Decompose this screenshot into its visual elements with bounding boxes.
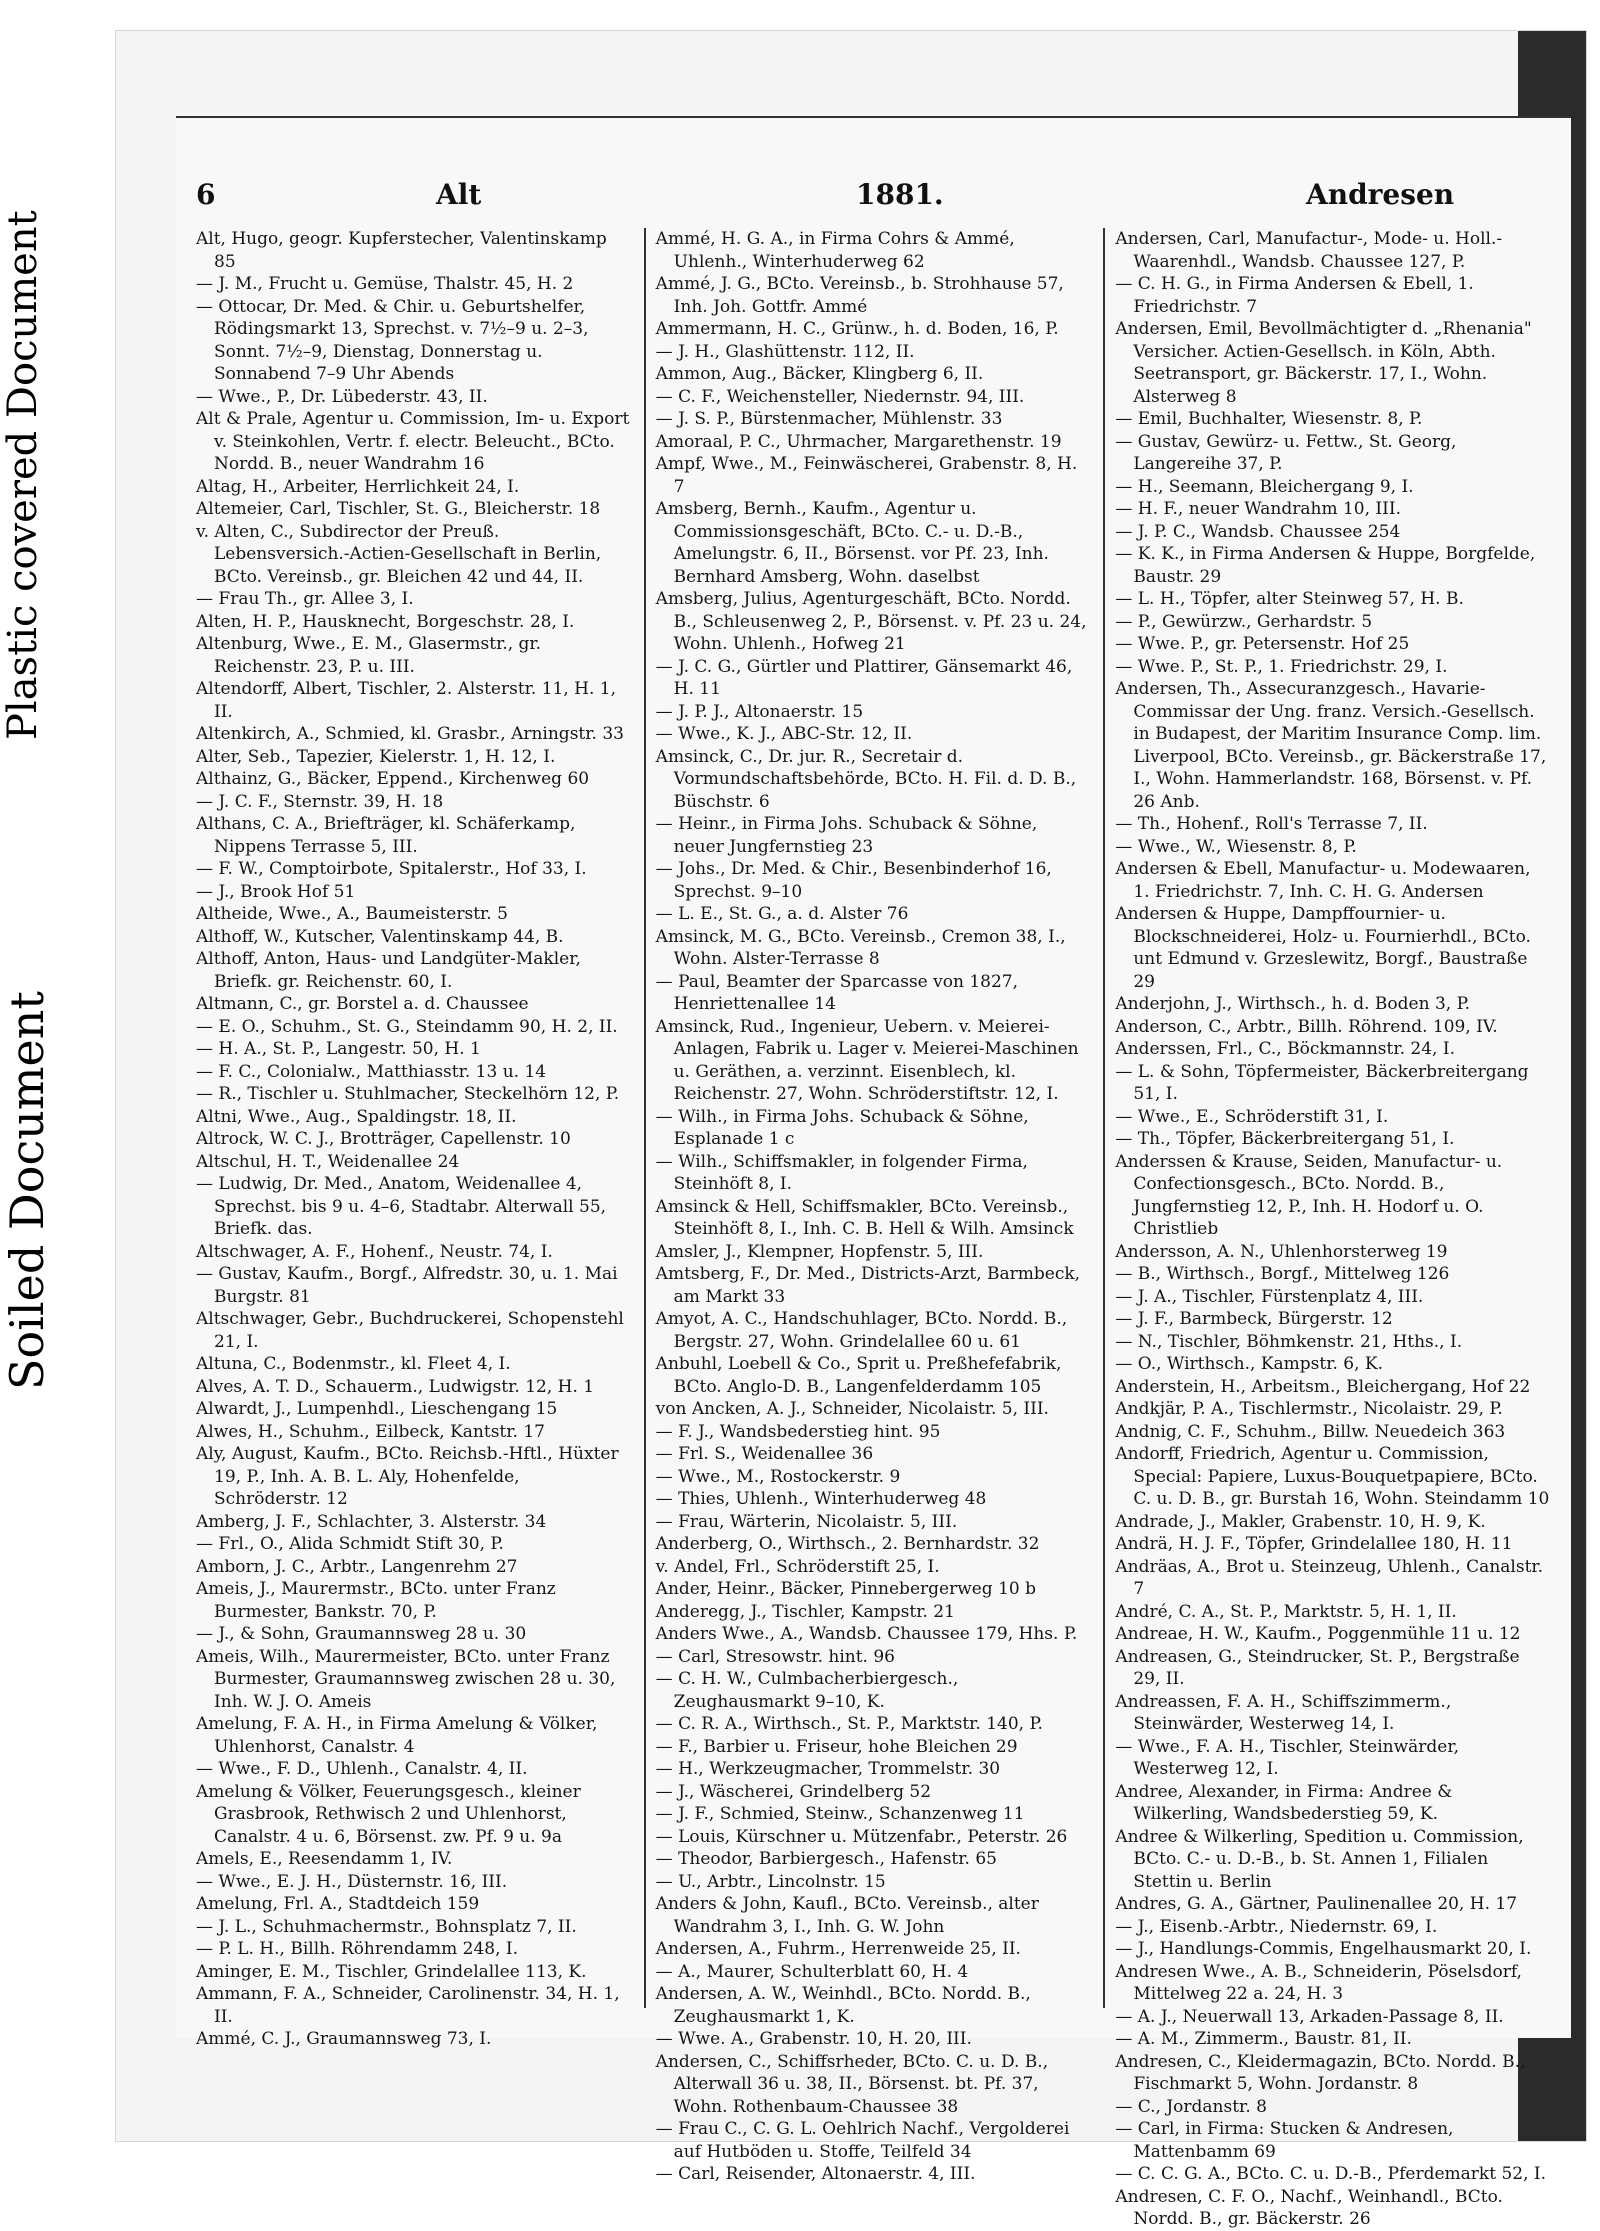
directory-entry: Andersen, C., Schiffsrheder, BCto. C. u. D. B., Alterwall 36 u. 38, II., Börsenst. bt. Pf. 37, Wohn. Rothenbaum-Chaussee 38 [655,2051,1049,2117]
directory-entry: — Frau Th., gr. Allee 3, I. [196,589,414,609]
directory-entry: Anbuhl, Loebell & Co., Sprit u. Preßhefefabrik, BCto. Anglo-D. B., Langenfelderdamm 105 [655,1354,1062,1397]
directory-entry: — L. & Sohn, Töpfermeister, Bäckerbreitergang 51, I. [1115,1061,1529,1104]
directory-entry: Andersen, A. W., Weinhdl., BCto. Nordd. B., Zeughausmarkt 1, K. [655,1984,1031,2027]
directory-entry: — A. M., Zimmerm., Baustr. 81, II. [1115,2029,1412,2049]
directory-entry: — B., Wirthsch., Borgf., Mittelweg 126 [1115,1264,1450,1284]
directory-entry: Alt & Prale, Agentur u. Commission, Im- u. Export v. Steinkohlen, Vertr. f. electr. Beleucht., BCto. Nordd. B., neuer Wandrahm 16 [196,409,630,474]
directory-entry: — J. P. J., Altonaerstr. 15 [655,701,864,722]
scanned-page [115,30,1587,2229]
directory-entry: Aminger, E. M., Tischler, Grindelallee 113, K. [196,1961,587,1982]
directory-entry: v. Alten, C., Subdirector der Preuß. Lebensversich.-Actien-Gesellschaft in Berlin, BCto. Vereinsb., gr. Bleichen 42 und 44, II. [196,521,602,587]
directory-entry: — J., Brook Hof 51 [196,881,356,902]
header-right-word: Andresen [1306,178,1455,211]
directory-entry: — Frl., O., Alida Schmidt Stift 30, P. [196,1534,504,1554]
directory-entry: — F. W., Comptoirbote, Spitalerstr., Hof 33, I. [196,859,587,879]
directory-entry: Amborn, J. C., Arbtr., Langenrehm 27 [196,1556,518,1577]
directory-entry: — Wwe., K. J., ABC-Str. 12, II. [655,724,913,744]
directory-entry: — H. F., neuer Wandrahm 10, III. [1115,499,1401,519]
directory-entry: — J. P. C., Wandsb. Chaussee 254 [1115,521,1401,542]
directory-entry: — Frl. S., Weidenallee 36 [655,1444,874,1464]
directory-entry: Andree & Wilkerling, Spedition u. Commission, BCto. C.- u. D.-B., b. St. Annen 1, Filialen Stettin u. Berlin [1115,1826,1524,1892]
directory-entry: Anders & John, Kaufl., BCto. Vereinsb., alter Wandrahm 3, I., Inh. G. W. John [655,1894,1039,1937]
directory-entry: Andersson, A. N., Uhlenhorsterweg 19 [1115,1241,1448,1262]
directory-entry: — H., Werkzeugmacher, Trommelstr. 30 [655,1759,1001,1779]
directory-entry: — Wwe., E. J. H., Düsternstr. 16, III. [196,1871,508,1892]
directory-entry: Andkjär, P. A., Tischlermstr., Nicolaistr. 29, P. [1115,1399,1503,1419]
directory-entry: Amyot, A. C., Handschuhlager, BCto. Nordd. B., Bergstr. 27, Wohn. Grindelallee 60 u. 61 [655,1309,1068,1352]
directory-entry: Anderjohn, J., Wirthsch., h. d. Boden 3, P. [1115,994,1470,1014]
directory-entry: Altrock, W. C. J., Brotträger, Capellenstr. 10 [196,1129,571,1149]
directory-entry: Altendorff, Albert, Tischler, 2. Alsterstr. 11, H. 1, II. [196,679,617,722]
directory-entry: Anderssen, Frl., C., Böckmannstr. 24, I. [1115,1039,1455,1059]
directory-entry: — Wwe., F. D., Uhlenh., Canalstr. 4, II. [196,1759,528,1779]
directory-entry: Altemeier, Carl, Tischler, St. G., Bleicherstr. 18 [196,499,601,519]
directory-entry: Anderegg, J., Tischler, Kampstr. 21 [655,1601,955,1622]
directory-entry: Altenkirch, A., Schmied, kl. Grasbr., Arningstr. 33 [196,724,624,744]
directory-entry: — Wwe., W., Wiesenstr. 8, P. [1115,836,1357,857]
directory-entry: Anderssen & Krause, Seiden, Manufactur- u. Confectionsgesch., BCto. Nordd. B., Jungfernstieg 12, P., Inh. H. Hodorf u. O. Christlieb [1115,1151,1503,1239]
directory-entry: Ammann, F. A., Schneider, Carolinenstr. 34, H. 1, II. [196,1984,620,2027]
directory-entry: Andersen, A., Fuhrm., Herrenweide 25, II. [655,1939,1021,1959]
directory-entry: — J., & Sohn, Graumannsweg 28 u. 30 [196,1624,527,1644]
directory-entry: Althans, C. A., Briefträger, kl. Schäferkamp, Nippens Terrasse 5, III. [196,814,576,857]
directory-entry: von Ancken, A. J., Schneider, Nicolaistr. 5, III. [655,1399,1049,1419]
directory-entry: Amtsberg, F., Dr. Med., Districts-Arzt, Barmbeck, am Markt 33 [655,1264,1081,1307]
directory-entry: Andrade, J., Makler, Grabenstr. 10, H. 9, K. [1115,1511,1486,1532]
directory-entry: Andersen & Ebell, Manufactur- u. Modewaaren, 1. Friedrichstr. 7, Inh. C. H. G. Andersen [1115,859,1531,902]
directory-entry: — O., Wirthsch., Kampstr. 6, K. [1115,1354,1384,1374]
directory-entry: — L. H., Töpfer, alter Steinweg 57, H. B. [1115,589,1464,609]
directory-entry: — J. M., Frucht u. Gemüse, Thalstr. 45, H. 2 [196,274,574,294]
directory-entry: Amelung, Frl. A., Stadtdeich 159 [196,1894,480,1914]
directory-entry: Amelung, F. A. H., in Firma Amelung & Völker, Uhlenhorst, Canalstr. 4 [196,1714,598,1757]
directory-entry: — Wilh., Schiffsmakler, in folgender Firma, Steinhöft 8, I. [655,1151,1028,1194]
directory-entry: Altschwager, Gebr., Buchdruckerei, Schopenstehl 21, I. [196,1309,624,1352]
directory-entry: Ammé, C. J., Graumannsweg 73, I. [196,2029,492,2049]
directory-entry: Andersen, Carl, Manufactur-, Mode- u. Holl.-Waarenhdl., Wandsb. Chaussee 127, P. [1115,229,1503,272]
directory-entry: — C. R. A., Wirthsch., St. P., Marktstr. 140, P. [655,1714,1043,1734]
directory-entry: — Ludwig, Dr. Med., Anatom, Weidenallee 4, Sprechst. bis 9 u. 4–6, Stadtabr. Alterwall 55, Briefk. das. [196,1174,607,1239]
directory-entry: — Wilh., in Firma Johs. Schuback & Söhne, Esplanade 1 c [655,1106,1029,1149]
column-3 [1103,228,1551,2229]
directory-entry: Ander, Heinr., Bäcker, Pinnebergerweg 10 b [655,1579,1037,1599]
directory-entry: Ammon, Aug., Bäcker, Klingberg 6, II. [655,364,984,384]
directory-entry: Amelung & Völker, Feuerungsgesch., kleiner Grasbrook, Rethwisch 2 und Uhlenhorst, Canalstr. 4 u. 6, Börsenst. zw. Pf. 9 u. 9a [196,1781,581,1847]
directory-entry: — J. S. P., Bürstenmacher, Mühlenstr. 33 [655,409,1003,429]
directory-entry: Amsinck, C., Dr. jur. R., Secretair d. Vormundschaftsbehörde, BCto. H. Fil. d. D. B., Büschstr. 6 [655,746,1077,812]
directory-entry: — F. J., Wandsbederstieg hint. 95 [655,1421,941,1442]
directory-entry: Amsberg, Bernh., Kaufm., Agentur u. Commissionsgeschäft, BCto. C.- u. D.-B., Amelungstr. 6, II., Börsenst. vor Pf. 23, Inh. Bernhard Amsberg, Wohn. daselbst [655,499,1049,587]
directory-entry: Amoraal, P. C., Uhrmacher, Margarethenstr. 19 [655,431,1062,452]
directory-page [176,116,1571,2229]
directory-entry: — Wwe. P., St. P., 1. Friedrichstr. 29, I. [1115,656,1448,677]
directory-entry: Andres, G. A., Gärtner, Paulinenallee 20, H. 17 [1115,1894,1518,1914]
directory-entry: — Johs., Dr. Med. & Chir., Besenbinderhof 16, Sprechst. 9–10 [655,859,1052,902]
directory-entry: — C. H. W., Culmbacherbiergesch., Zeughausmarkt 9–10, K. [655,1669,959,1712]
directory-entry: — P., Gewürzw., Gerhardstr. 5 [1115,611,1373,632]
directory-entry: Alves, A. T. D., Schauerm., Ludwigstr. 12, H. 1 [196,1376,595,1397]
page-number: 6 [196,178,216,211]
directory-entry: Andorff, Friedrich, Agentur u. Commission, Special: Papiere, Luxus-Bouquetpapiere, BCto. C. u. D. B., gr. Burstah 16, Wohn. Steindamm 10 [1115,1444,1550,1509]
directory-entry: — Frau C., C. G. L. Oehlrich Nachf., Vergolderei auf Hutböden u. Stoffe, Teilfeld 34 [655,2119,1070,2162]
directory-entry: — Th., Töpfer, Bäckerbreitergang 51, I. [1115,1129,1455,1149]
directory-entry: Amsinck & Hell, Schiffsmakler, BCto. Vereinsb., Steinhöft 8, I., Inh. C. B. Hell & Wilh. Amsinck [655,1196,1074,1239]
directory-entry: Andresen Wwe., A. B., Schneiderin, Pöselsdorf, Mittelweg 22 a. 24, H. 3 [1115,1961,1522,2004]
directory-entry: Anderson, C., Arbtr., Billh. Röhrend. 109, IV. [1115,1016,1498,1037]
directory-entry: Andresen, C., Kleidermagazin, BCto. Nordd. B., Fischmarkt 5, Wohn. Jordanstr. 8 [1115,2051,1526,2094]
directory-entry: Andreae, H. W., Kaufm., Poggenmühle 11 u. 12 [1115,1624,1521,1644]
directory-entry: Ameis, J., Maurermstr., BCto. unter Franz Burmester, Bankstr. 70, P. [196,1579,556,1622]
directory-entry: — A. J., Neuerwall 13, Arkaden-Passage 8, II. [1115,2006,1504,2027]
directory-entry: — C. H. G., in Firma Andersen & Ebell, 1. Friedrichstr. 7 [1115,274,1474,317]
directory-entry: — C. F., Weichensteller, Niedernstr. 94, III. [655,386,1025,407]
directory-entry: Altenburg, Wwe., E. M., Glasermstr., gr. Reichenstr. 23, P. u. III. [196,634,542,677]
directory-entry: — J. F., Barmbeck, Bürgerstr. 12 [1115,1309,1393,1329]
directory-entry: — Heinr., in Firma Johs. Schuback & Söhne, neuer Jungfernstieg 23 [655,814,1038,857]
directory-entry: — J. F., Schmied, Steinw., Schanzenweg 11 [655,1804,1025,1824]
directory-entry: Ampf, Wwe., M., Feinwäscherei, Grabenstr. 8, H. 7 [655,454,1078,497]
header-left-word: Alt [436,178,482,211]
directory-entry: — Theodor, Barbiergesch., Hafenstr. 65 [655,1849,997,1869]
directory-entry: — Wwe., E., Schröderstift 31, I. [1115,1106,1389,1127]
directory-entry: — Wwe., M., Rostockerstr. 9 [655,1466,901,1487]
directory-entry: Andräas, A., Brot u. Steinzeug, Uhlenh., Canalstr. 7 [1115,1556,1544,1599]
directory-entry: — Gustav, Gewürz- u. Fettw., St. Georg, Langereihe 37, P. [1115,431,1457,474]
directory-columns [196,228,1551,2229]
directory-entry: — L. E., St. G., a. d. Alster 76 [655,904,909,924]
directory-entry: — Wwe. A., Grabenstr. 10, H. 20, III. [655,2029,972,2049]
directory-entry: — Carl, Reisender, Altonaerstr. 4, III. [655,2164,976,2184]
directory-entry: — Thies, Uhlenh., Winterhuderweg 48 [655,1489,987,1509]
directory-entry: — Louis, Kürschner u. Mützenfabr., Peterstr. 26 [655,1826,1068,1847]
directory-entry: Althoff, Anton, Haus- und Landgüter-Makler, Briefk. gr. Reichenstr. 60, I. [196,949,581,992]
directory-entry: Amsinck, M. G., BCto. Vereinsb., Cremon 38, I., Wohn. Alster-Terrasse 8 [655,926,1066,969]
side-label-soiled: Soiled Document [0,991,54,1390]
directory-entry: Andrä, H. J. F., Töpfer, Grindelallee 180, H. 11 [1115,1534,1513,1554]
directory-entry: Ammé, H. G. A., in Firma Cohrs & Ammé, Uhlenh., Winterhuderweg 62 [655,229,1015,272]
directory-entry: — N., Tischler, Böhmkenstr. 21, Hths., I. [1115,1331,1463,1352]
directory-entry: Alter, Seb., Tapezier, Kielerstr. 1, H. 12, I. [196,746,556,767]
directory-entry: — Wwe., F. A. H., Tischler, Steinwärder, Westerweg 12, I. [1115,1736,1459,1779]
directory-entry: — J., Wäscherei, Grindelberg 52 [655,1781,932,1802]
directory-entry: — R., Tischler u. Stuhlmacher, Steckelhörn 12, P. [196,1084,620,1104]
directory-entry: Alten, H. P., Hausknecht, Borgeschstr. 28, I. [196,611,575,632]
directory-entry: — Emil, Buchhalter, Wiesenstr. 8, P. [1115,409,1423,429]
directory-entry: Aly, August, Kaufm., BCto. Reichsb.-Hftl., Hüxter 19, P., Inh. A. B. L. Aly, Hohenfelde, Schröderstr. 12 [196,1444,619,1509]
directory-entry: Anderstein, H., Arbeitsm., Bleichergang, Hof 22 [1115,1376,1531,1397]
directory-entry: — J. C. F., Sternstr. 39, H. 18 [196,791,444,812]
directory-entry: — J. L., Schuhmachermstr., Bohnsplatz 7, II. [196,1916,577,1937]
directory-entry: — Gustav, Kaufm., Borgf., Alfredstr. 30, u. 1. Mai Burgstr. 81 [196,1264,618,1307]
directory-entry: Altag, H., Arbeiter, Herrlichkeit 24, I. [196,476,520,497]
directory-entry: — Wwe., P., Dr. Lübederstr. 43, II. [196,386,488,407]
directory-entry: — H., Seemann, Bleichergang 9, I. [1115,476,1414,497]
side-label-plastic: Plastic covered Document [0,210,46,740]
directory-entry: — F. C., Colonialw., Matthiasstr. 13 u. 14 [196,1061,547,1082]
directory-entry: — Carl, in Firma: Stucken & Andresen, Mattenbamm 69 [1115,2119,1454,2162]
directory-entry: Andersen & Huppe, Dampffournier- u. Blockschneiderei, Holz- u. Fournierhdl., BCto. unt Edmund v. Grzeslewitz, Borgf., Baustraße 29 [1115,904,1531,992]
directory-entry: Amsler, J., Klempner, Hopfenstr. 5, III. [655,1241,984,1262]
header-year: 1881. [856,178,944,211]
directory-entry: — J. A., Tischler, Fürstenplatz 4, III. [1115,1286,1424,1307]
directory-entry: — J. H., Glashüttenstr. 112, II. [655,341,915,362]
directory-entry: Althoff, W., Kutscher, Valentinskamp 44, B. [196,926,564,947]
directory-entry: Althainz, G., Bäcker, Eppend., Kirchenweg 60 [196,769,590,789]
directory-entry: — C. C. G. A., BCto. C. u. D.-B., Pferdemarkt 52, I. [1115,2164,1547,2184]
directory-entry: André, C. A., St. P., Marktstr. 5, H. 1, II. [1115,1601,1457,1622]
directory-entry: Altuna, C., Bodenmstr., kl. Fleet 4, I. [196,1354,511,1374]
directory-entry: Alwes, H., Schuhm., Eilbeck, Kantstr. 17 [196,1421,545,1442]
directory-entry: Andersen, Emil, Bevollmächtigter d. „Rhenania" Versicher. Actien-Gesellsch. in Köln, Abth. Seetransport, gr. Bäckerstr. 17, I., Wohn. Alsterweg 8 [1115,319,1532,407]
directory-entry: Amels, E., Reesendamm 1, IV. [196,1849,453,1869]
directory-entry: Ameis, Wilh., Maurermeister, BCto. unter Franz Burmester, Graumannsweg zwischen 28 u. 30, Inh. W. J. O. Ameis [196,1646,616,1712]
directory-entry: — Carl, Stresowstr. hint. 96 [655,1646,895,1667]
directory-entry: — U., Arbtr., Lincolnstr. 15 [655,1871,886,1892]
directory-entry: Andreassen, F. A. H., Schiffszimmerm., Steinwärder, Westerweg 14, I. [1115,1691,1452,1734]
directory-entry: Altmann, C., gr. Borstel a. d. Chaussee [196,994,529,1014]
column-2 [644,228,1092,2184]
directory-entry: Anderberg, O., Wirthsch., 2. Bernhardstr. 32 [655,1534,1040,1554]
directory-entry: Andreasen, G., Steindrucker, St. P., Bergstraße 29, II. [1115,1646,1520,1689]
directory-entry: Andersen, Th., Assecuranzgesch., Havarie-Commissar der Ung. franz. Versich.-Gesellsch. in Budapest, der Maritim Insurance Comp. lim. Liverpool, BCto. Vereinsb., gr. Bäckerstraße 17, I., Wohn. Hammerlandstr. 168, Börsenst. v. Pf. 26 Anb. [1115,679,1547,812]
directory-entry: — H. A., St. P., Langestr. 50, H. 1 [196,1039,481,1059]
directory-entry: — Ottocar, Dr. Med. & Chir. u. Geburtshelfer, Rödingsmarkt 13, Sprechst. v. 7½–9 u. 2–3, Sonnt. 7½–9, Dienstag, Donnerstag u. Sonnabend 7–9 Uhr Abends [196,296,589,384]
directory-entry: Ammermann, H. C., Grünw., h. d. Boden, 16, P. [655,319,1059,339]
directory-entry: — A., Maurer, Schulterblatt 60, H. 4 [655,1961,969,1982]
directory-entry: Amsberg, Julius, Agenturgeschäft, BCto. Nordd. B., Schleusenweg 2, P., Börsenst. v. Pf. 23 u. 24, Wohn. Uhlenh., Hofweg 21 [655,589,1087,654]
directory-entry: Altschwager, A. F., Hohenf., Neustr. 74, I. [196,1241,553,1262]
directory-entry: Alt, Hugo, geogr. Kupferstecher, Valentinskamp 85 [196,229,607,272]
directory-entry: — F., Barbier u. Friseur, hohe Bleichen 29 [655,1736,1018,1757]
directory-entry: v. Andel, Frl., Schröderstift 25, I. [655,1556,940,1577]
directory-entry: Altni, Wwe., Aug., Spaldingstr. 18, II. [196,1106,517,1127]
directory-entry: — E. O., Schuhm., St. G., Steindamm 90, H. 2, II. [196,1016,618,1037]
directory-entry: Andree, Alexander, in Firma: Andree & Wilkerling, Wandsbederstieg 59, K. [1115,1781,1453,1824]
directory-entry: Alwardt, J., Lumpenhdl., Lieschengang 15 [196,1399,558,1419]
directory-entry: — J., Eisenb.-Arbtr., Niedernstr. 69, I. [1115,1916,1438,1937]
directory-entry: — J. C. G., Gürtler und Plattirer, Gänsemarkt 46, H. 11 [655,656,1073,699]
directory-entry: Altschul, H. T., Weidenallee 24 [196,1151,460,1172]
directory-entry: Andresen, C. F. O., Nachf., Weinhandl., BCto. Nordd. B., gr. Bäckerstr. 26 [1115,2186,1503,2229]
directory-entry: — Th., Hohenf., Roll's Terrasse 7, II. [1115,814,1428,834]
directory-entry: Anders Wwe., A., Wandsb. Chaussee 179, Hhs. P. [655,1624,1078,1644]
directory-entry: Amberg, J. F., Schlachter, 3. Alsterstr. 34 [196,1511,547,1532]
directory-entry: — P. L. H., Billh. Röhrendamm 248, I. [196,1939,519,1959]
directory-entry: — Paul, Beamter der Sparcasse von 1827, Henriettenallee 14 [655,971,1019,1014]
directory-entry: — Wwe. P., gr. Petersenstr. Hof 25 [1115,634,1410,654]
directory-entry: — K. K., in Firma Andersen & Huppe, Borgfelde, Baustr. 29 [1115,544,1536,587]
directory-entry: Altheide, Wwe., A., Baumeisterstr. 5 [196,904,508,924]
directory-entry: — C., Jordanstr. 8 [1115,2096,1267,2117]
directory-entry: Amsinck, Rud., Ingenieur, Uebern. v. Meierei-Anlagen, Fabrik u. Lager v. Meierei-Maschinen u. Geräthen, a. verzinnt. Eisenblech, kl. Reichenstr. 27, Wohn. Schröderstiftstr. 12, I. [655,1016,1079,1104]
directory-entry: Ammé, J. G., BCto. Vereinsb., b. Strohhause 57, Inh. Joh. Gottfr. Ammé [655,274,1064,317]
column-1 [196,228,632,2049]
directory-entry: — Frau, Wärterin, Nicolaistr. 5, III. [655,1511,958,1532]
page-header [196,178,1551,228]
directory-entry: Andnig, C. F., Schuhm., Billw. Neuedeich 363 [1115,1421,1506,1442]
directory-entry: — J., Handlungs-Commis, Engelhausmarkt 20, I. [1115,1939,1532,1959]
